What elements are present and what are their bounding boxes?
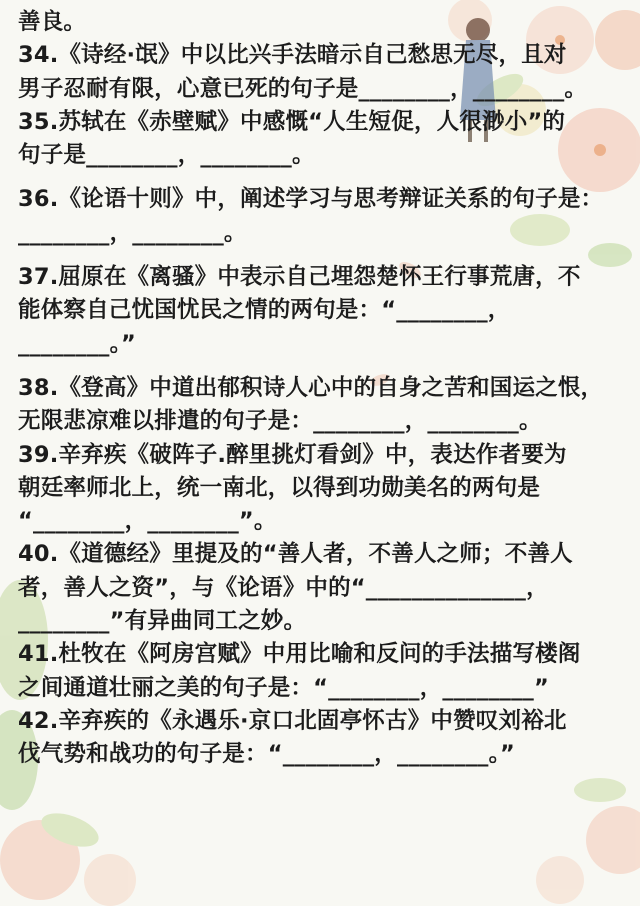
text-line: ________，________。 bbox=[18, 219, 247, 246]
text-line: ________。” bbox=[18, 330, 137, 357]
text-line: 男子忍耐有限，心意已死的句子是________，________。 bbox=[18, 75, 588, 102]
text-line: 善良。 bbox=[18, 9, 87, 35]
text-line: 39.辛弃疾《破阵子.醉里挑灯看剑》中，表达作者要为 bbox=[18, 441, 567, 468]
text-line: 朝廷率师北上，统一南北，以得到功勋美名的两句是 bbox=[18, 474, 541, 501]
text-line: 34.《诗经·氓》中以比兴手法暗示自己愁思无尽，且对 bbox=[18, 42, 567, 69]
text-line: 伐气势和战功的句子是：“________，________。” bbox=[18, 741, 516, 768]
text-line: 38.《登高》中道出郁积诗人心中的自身之苦和国运之恨， bbox=[18, 374, 604, 401]
text-line: 40.《道德经》里提及的“善人者，不善人之师；不善人 bbox=[18, 541, 573, 568]
text-line: 35.苏轼在《赤壁赋》中感慨“人生短促，人很渺小”的 bbox=[18, 108, 566, 135]
text-line: 41.杜牧在《阿房宫赋》中用比喻和反问的手法描写楼阁 bbox=[18, 641, 581, 668]
text-line: ________”有异曲同工之妙。 bbox=[18, 608, 307, 635]
text-line: 能体察自己忧国忧民之情的两句是：“________， bbox=[18, 297, 511, 324]
text-line: 42.辛弃疾的《永遇乐·京口北固亭怀古》中赞叹刘裕北 bbox=[18, 707, 567, 734]
text-line: 37.屈原在《离骚》中表示自己埋怨楚怀王行事荒唐，不 bbox=[18, 264, 581, 291]
text-line: “________，________”。 bbox=[18, 508, 277, 535]
document-body bbox=[18, 6, 624, 772]
text-line: 之间通道壮丽之美的句子是：“________，________” bbox=[18, 674, 549, 701]
text-line: 句子是________，________。 bbox=[18, 142, 315, 169]
text-line: 36.《论语十则》中，阐述学习与思考辩证关系的句子是： bbox=[18, 186, 604, 213]
text-line: 者，善人之资”，与《论语》中的“______________， bbox=[18, 574, 549, 601]
text-line: 无限悲凉难以排遣的句子是：________，________。 bbox=[18, 408, 542, 435]
